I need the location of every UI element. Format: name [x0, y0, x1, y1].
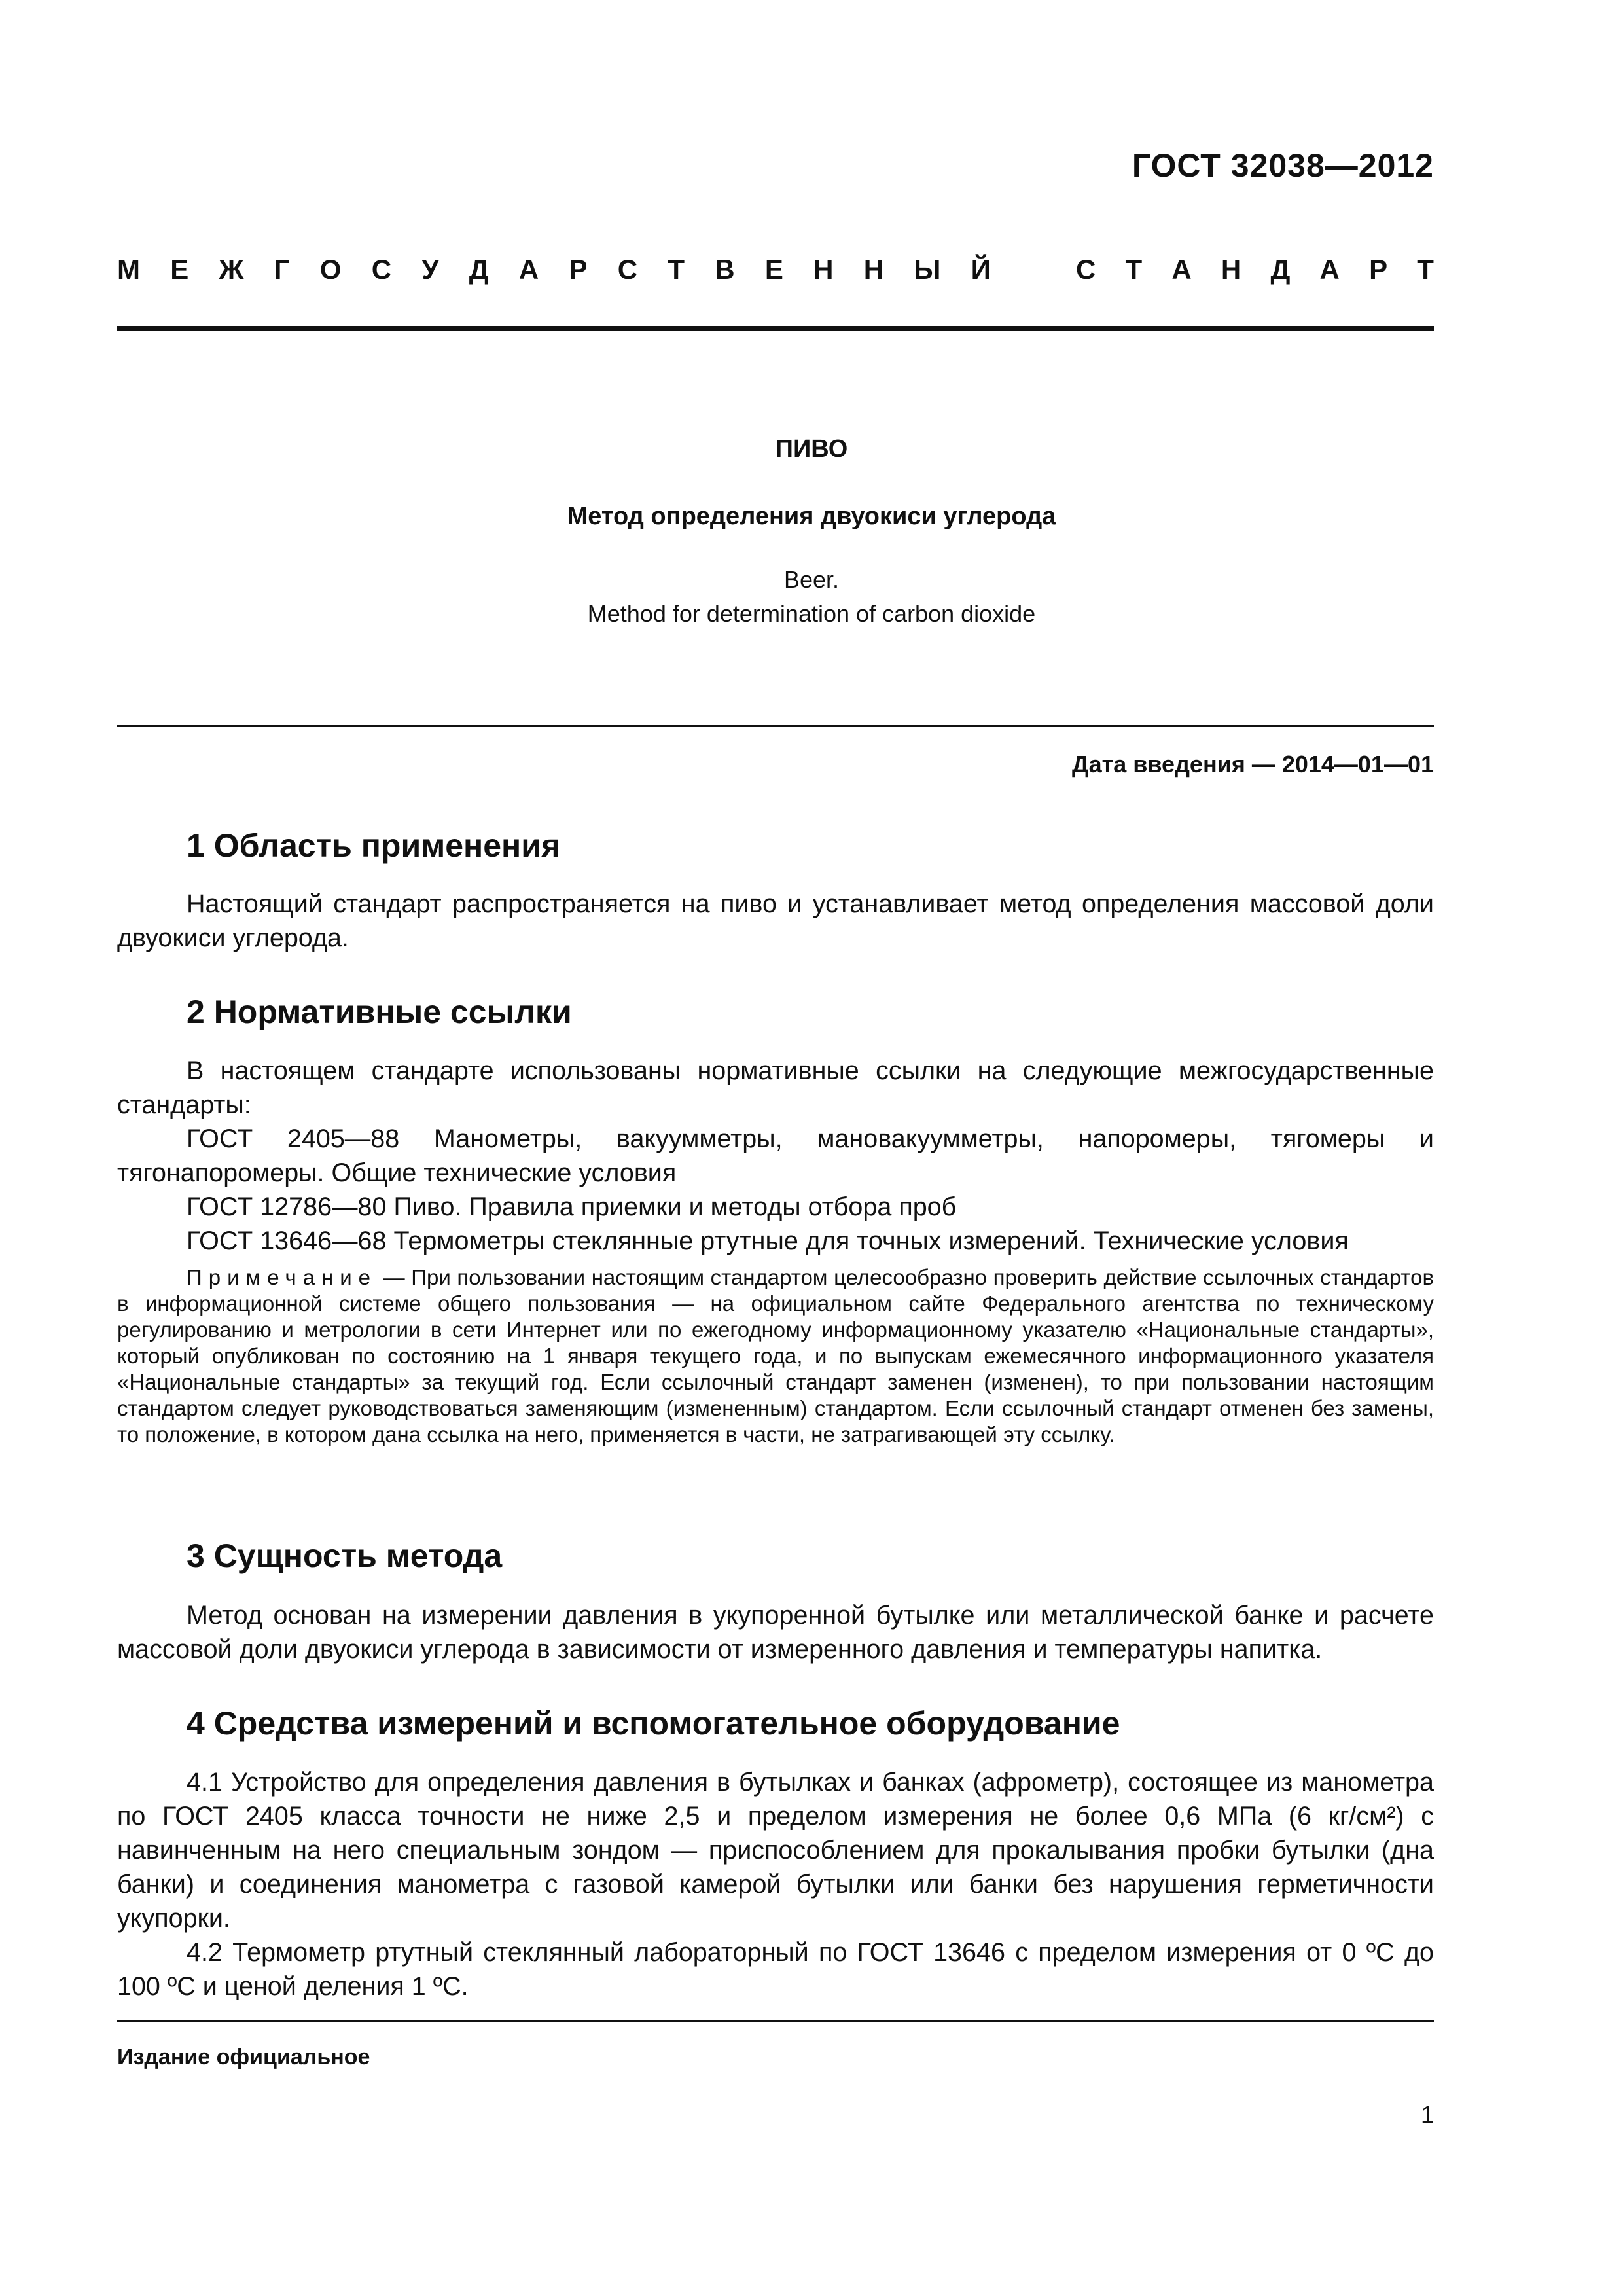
- english-title: [0, 563, 1623, 631]
- letter: А: [1171, 254, 1192, 285]
- header-divider: [117, 326, 1434, 331]
- official-edition-label: Издание официальное: [117, 2045, 370, 2070]
- document-subtitle: Метод определения двуокиси углерода: [567, 503, 1056, 530]
- section-3-text: Метод основан на измерении давления в укупоренной бутылке или металлической банке и расчете массовой доли двуокиси углерода в зависимости от измеренного давления и температуры напитка.: [117, 1601, 1434, 1664]
- note-block: [117, 1265, 1434, 1448]
- gost-number: ГОСТ 32038—2012: [1132, 147, 1434, 184]
- letter: Т: [1417, 254, 1434, 285]
- section-3-heading: 3 Сущность метода: [187, 1537, 503, 1574]
- interstate-word: [117, 254, 991, 285]
- letter: Е: [170, 254, 189, 285]
- letter: А: [1319, 254, 1340, 285]
- section-2-intro: В настоящем стандарте использованы нормативные ссылки на следующие межгосударственные стандарты:: [117, 1056, 1434, 1119]
- letter: Й: [971, 254, 991, 285]
- reference-gost-13646: ГОСТ 13646—68 Термометры стеклянные ртутные для точных измерений. Технические условия: [187, 1227, 1349, 1255]
- letter: С: [371, 254, 392, 285]
- section-4-heading: 4 Средства измерений и вспомогательное оборудование: [187, 1705, 1120, 1742]
- note-label: Примечание: [187, 1265, 378, 1289]
- document-title: ПИВО: [775, 435, 848, 463]
- introduction-date: Дата введения — 2014—01—01: [1071, 751, 1434, 778]
- letter: С: [617, 254, 638, 285]
- letter: Д: [1270, 254, 1291, 285]
- letter: Р: [1369, 254, 1388, 285]
- section-1-heading: 1 Область применения: [187, 827, 561, 864]
- english-title-line1: Beer.: [783, 566, 840, 593]
- letter: В: [715, 254, 735, 285]
- page-number: 1: [1420, 2101, 1434, 2128]
- interstate-standard-heading: [117, 254, 1434, 285]
- letter: Н: [813, 254, 834, 285]
- letter: Т: [1125, 254, 1143, 285]
- letter: О: [319, 254, 342, 285]
- section-4-paragraph-1: 4.1 Устройство для определения давления в бутылках и банках (афрометр), состоящее из манометра по ГОСТ 2405 класса точности не ниже 2,5 и пределом измерения не более 0,6 МПа (6 кг/см²) с навинченным на него специальным зондом — приспособлением для прокалывания пробки бутылки (дна банки) и соединения манометра с газовой камерой бутылки или банки без нарушения герметичности укупорки.: [117, 1768, 1434, 1933]
- letter: Д: [469, 254, 489, 285]
- reference-gost-2405: ГОСТ 2405—88 Манометры, вакуумметры, мановакуумметры, напоромеры, тягомеры и тягонапоромеры. Общие технические условия: [117, 1124, 1434, 1187]
- letter: Н: [863, 254, 884, 285]
- letter: У: [421, 254, 439, 285]
- section-2-heading: 2 Нормативные ссылки: [187, 994, 572, 1030]
- section-1-text: Настоящий стандарт распространяется на пиво и устанавливает метод определения массовой доли двуокиси углерода.: [117, 889, 1434, 952]
- letter: Т: [668, 254, 685, 285]
- letter: Р: [569, 254, 588, 285]
- english-title-line2: Method for determination of carbon dioxide: [587, 600, 1036, 627]
- section-4-paragraph-2: 4.2 Термометр ртутный стеклянный лабораторный по ГОСТ 13646 с пределом измерения от 0 ºС до 100 ºС и ценой деления 1 ºС.: [117, 1938, 1434, 2001]
- letter: С: [1076, 254, 1096, 285]
- letter: Ы: [914, 254, 941, 285]
- reference-gost-12786: ГОСТ 12786—80 Пиво. Правила приемки и методы отбора проб: [187, 1193, 957, 1221]
- letter: Ж: [219, 254, 244, 285]
- letter: Г: [274, 254, 290, 285]
- letter: Н: [1221, 254, 1241, 285]
- footer-divider: [117, 2020, 1434, 2022]
- standard-word: [1076, 254, 1434, 285]
- letter: Е: [764, 254, 783, 285]
- letter: А: [518, 254, 539, 285]
- letter: М: [117, 254, 140, 285]
- note-text: — При пользовании настоящим стандартом целесообразно проверить действие ссылочных стандартов в информационной системе общего пользования — на официальном сайте Федерального агентства по техническому регулированию и метрологии в сети Интернет или по ежегодному информационному указателю «Национальные стандарты», который опубликован по состоянию на 1 января текущего года, и по выпускам ежемесячного информационного указателя «Национальные стандарты» за текущий год. Если ссылочный стандарт заменен (изменен), то при пользовании настоящим стандартом следует руководствоваться заменяющим (измененным) стандартом. Если ссылочный стандарт отменен без замены, то положение, в котором дана ссылка на него, применяется в части, не затрагивающей эту ссылку.: [117, 1265, 1434, 1446]
- title-divider: [117, 725, 1434, 727]
